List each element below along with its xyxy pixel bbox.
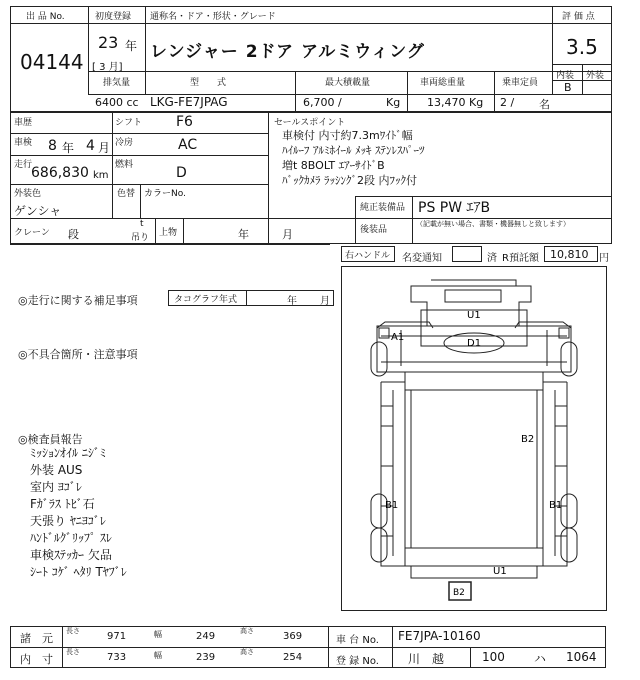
color-code-label: カラーNo.: [144, 189, 186, 199]
aftermarket-label: 後装品: [360, 225, 388, 235]
oem-equipment-value: PS PW ｴｱB: [418, 200, 491, 216]
fuel-value: D: [176, 165, 187, 181]
aircon-label: 冷房: [115, 138, 134, 148]
tachograph-month: 月: [320, 296, 330, 307]
max-load-unit: Kg: [386, 96, 401, 109]
exterior-grade-label: 外装: [586, 71, 605, 81]
plate-number: 1064: [566, 650, 597, 664]
inner-dimensions-label: 内 寸: [20, 653, 53, 666]
inspection-month: 4: [86, 138, 95, 154]
interior-grade: B: [564, 81, 572, 94]
inner-height-label: 高さ: [240, 648, 254, 656]
driving-notes-title: ◎走行に関する補足事項: [18, 294, 138, 307]
lot-number: 04144: [20, 50, 84, 74]
fuel-label: 燃料: [115, 160, 134, 170]
interior-grade-label: 内装: [556, 71, 575, 81]
registration-year: 23: [98, 33, 119, 52]
recycle-unit: 円: [599, 253, 609, 264]
sales-point-line: 車検付 内寸約7.3mﾜｲﾄﾞ幅: [282, 129, 413, 142]
chassis-number: FE7JPA-10160: [398, 629, 481, 643]
defect-notes-title: ◎不具合箇所・注意事項: [18, 348, 138, 361]
first-registration-label: 初度登録: [95, 12, 132, 22]
crane-hang: 吊り: [131, 233, 150, 243]
plate-class: 100: [482, 650, 505, 664]
mark-u1-top: U1: [467, 310, 481, 321]
inspection-label: 車検: [14, 138, 33, 148]
spec-length: 971: [107, 631, 127, 642]
sales-points-list: [282, 128, 425, 188]
inspector-report-line: ｼｰﾄ ｺｹﾞ ﾍﾀﾘ Tﾔﾌﾞﾚ: [30, 565, 127, 579]
grade-label: 評 価 点: [562, 12, 595, 22]
mileage-label: 走行: [14, 160, 33, 170]
sales-point-line: 増t 8BOLT ｴｱｰｻｲﾄﾞB: [282, 159, 385, 172]
spec-length-label: 長さ: [66, 627, 80, 635]
sales-point-line: ﾊｲﾙｰﾌ ｱﾙﾐﾎｲｰﾙ ﾒｯｷ ｽﾃﾝﾚｽﾊﾟｰﾂ: [282, 144, 425, 157]
mileage-unit: km: [93, 170, 109, 181]
inspector-report-line: ﾊﾝﾄﾞﾙｸﾞﾘｯﾌﾟ ｽﾚ: [30, 531, 112, 545]
plate-area: 川 越: [408, 652, 445, 666]
plate-number-label: 登 録 No.: [336, 656, 379, 667]
shift-label: シフト: [115, 118, 143, 128]
overall-grade: 3.5: [566, 35, 598, 59]
spec-dimensions-label: 諸 元: [20, 632, 53, 645]
spec-width: 249: [196, 631, 216, 642]
mark-a1: A1: [391, 332, 405, 343]
inspector-report-line: 天張り ﾔﾆﾖｺﾞﾚ: [30, 514, 106, 528]
inspector-report-line: Fｶﾞﾗｽ ﾄﾋﾞ石: [30, 497, 95, 511]
upper-body-month: 月: [282, 228, 293, 241]
truck-diagram: [341, 266, 607, 611]
lot-label: 出 品 No.: [26, 12, 65, 22]
tachograph-year: 年: [287, 296, 297, 307]
inner-length-label: 長さ: [66, 648, 80, 656]
shift-value: F6: [176, 114, 193, 130]
rhd-text: 右ハンドル: [345, 251, 391, 261]
inspection-month-unit: 月: [98, 141, 111, 155]
capacity-unit: 名: [539, 98, 550, 111]
inner-width: 239: [196, 652, 216, 663]
registration-year-unit: 年: [125, 39, 138, 53]
recycle-label: R預託額: [502, 253, 539, 264]
displacement-value: 6400 cc: [95, 96, 139, 109]
exterior-color-label: 外装色: [14, 189, 42, 199]
inner-height: 254: [283, 652, 303, 663]
upper-body-year: 年: [238, 228, 249, 241]
tachograph-label: タコグラフ年式: [174, 295, 238, 305]
vehicle-name-label: 通称名・ドア・形状・グレード: [150, 12, 276, 22]
oem-equipment-label: 純正装備品: [360, 203, 406, 213]
inspector-report-title: ◎検査員報告: [18, 433, 83, 446]
mark-d1: D1: [467, 338, 482, 349]
crane-steps: 段: [68, 228, 79, 241]
model-value: LKG-FE7JPAG: [150, 95, 228, 109]
mark-b1-right: B1: [549, 500, 563, 511]
color-change-label: 色替: [117, 189, 136, 199]
inspector-report-line: 外装 AUS: [30, 463, 83, 477]
registration-month: [ 3 月]: [92, 62, 123, 73]
chassis-number-label: 車 台 No.: [336, 635, 379, 646]
sales-points-title: セールスポイント: [274, 118, 346, 128]
inspector-report-line: ﾐｯｼｮﾝｵｲﾙ ﾆｼﾞﾐ: [30, 446, 106, 460]
inspector-report-line: 室内 ﾖｺﾞﾚ: [30, 480, 82, 494]
aftermarket-note: （記載が無い場合、書類・機器無しと致します）: [416, 220, 570, 228]
crane-label: クレーン: [14, 228, 50, 238]
plate-kana: ハ: [534, 652, 547, 666]
inspection-year-unit: 年: [62, 141, 75, 155]
exterior-color-value: ゲンシャ: [14, 204, 62, 218]
mileage-value: 686,830: [31, 165, 89, 181]
gross-weight-label: 車両総重量: [420, 78, 466, 88]
history-label: 車歴: [14, 118, 33, 128]
spec-width-label: 幅: [154, 630, 162, 639]
recycle-removed: 済: [487, 253, 497, 264]
spec-height: 369: [283, 631, 303, 642]
vehicle-name: レンジャー 2ドア アルミウィング: [150, 42, 425, 62]
model-label: 型 式: [190, 78, 227, 88]
sales-point-line: ﾊﾞｯｸｶﾒﾗ ﾗｯｼﾝｸﾞ2段 内ﾌｯｸ付: [282, 174, 417, 187]
inspector-report-list: [30, 445, 127, 581]
aircon-value: AC: [178, 137, 198, 153]
inner-length: 733: [107, 652, 127, 663]
upper-body-label: 上物: [159, 228, 178, 238]
displacement-label: 排気量: [103, 78, 131, 88]
inspector-report-line: 車検ｽﾃｯｶｰ 欠品: [30, 548, 112, 562]
recycle-amount: 10,810: [550, 248, 589, 261]
name-change-label: 名変通知: [402, 253, 442, 264]
mark-u1-bottom: U1: [493, 566, 507, 577]
mark-b2-bottom: B2: [453, 588, 465, 598]
spec-height-label: 高さ: [240, 627, 254, 635]
crane-tons-unit: t: [140, 219, 144, 229]
capacity-value: 2 /: [500, 96, 515, 109]
max-load-value: 6,700 /: [303, 96, 342, 109]
inspection-year: 8: [48, 138, 57, 154]
gross-weight-value: 13,470 Kg: [427, 96, 484, 109]
inner-width-label: 幅: [154, 651, 162, 660]
max-load-label: 最大積載量: [325, 78, 371, 88]
capacity-label: 乗車定員: [502, 78, 539, 88]
mark-b1-left: B1: [385, 500, 399, 511]
mark-b2-right: B2: [521, 434, 535, 445]
